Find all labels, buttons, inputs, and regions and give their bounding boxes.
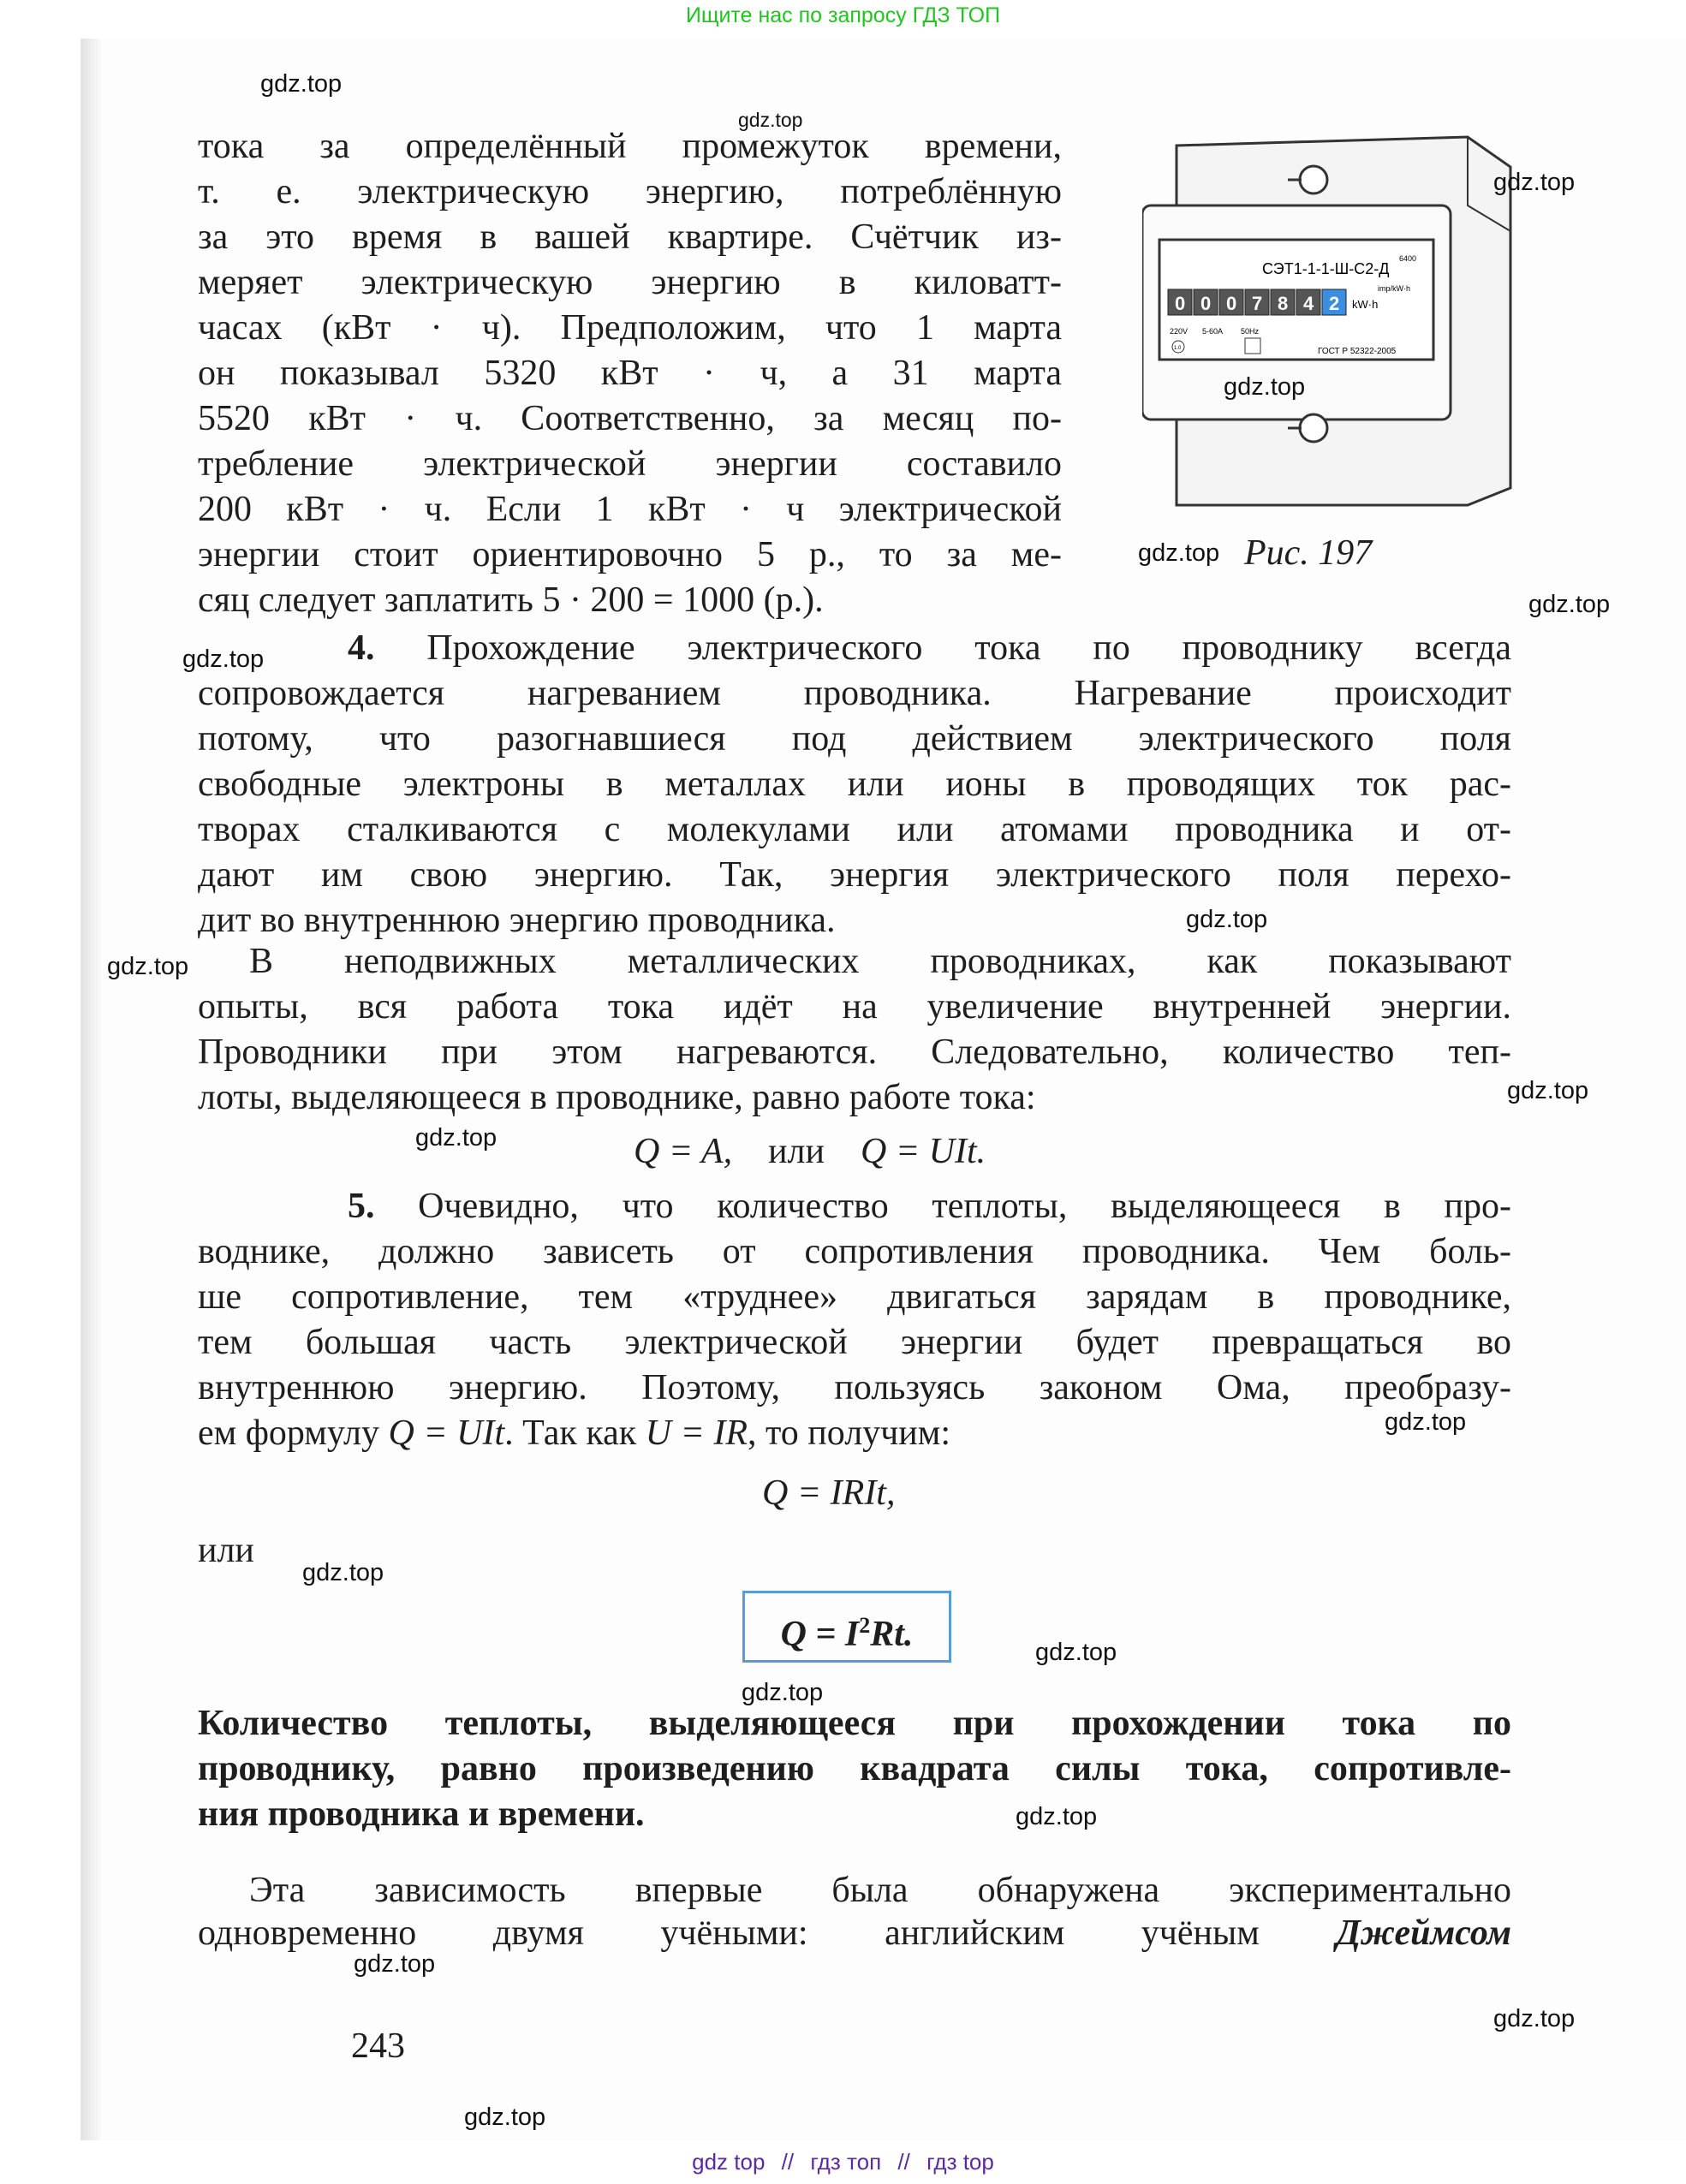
formula-q-irit xyxy=(762,1472,1019,1515)
paragraph-line xyxy=(198,216,1062,259)
paragraph-line xyxy=(198,170,1062,213)
watermark: gdz.top xyxy=(1528,591,1611,618)
paragraph-5-line-text: Очевидно, что количество теплоты, выделяющееся в про- xyxy=(374,1187,1511,1226)
search-banner[interactable]: Ищите нас по запросу ГДЗ ТОП xyxy=(685,3,1001,27)
formula-q-i2rt-text: Q = I xyxy=(780,1615,860,1654)
footer-links xyxy=(0,2149,1686,2175)
law-statement-line-text: проводнику, равно произведению квадрата силы тока, сопротивле- xyxy=(198,1749,1511,1788)
paragraph-line xyxy=(198,808,1511,851)
paragraph-line-text: дают им свою энергию. Так, энергия электрического поля перехо- xyxy=(198,855,1511,895)
law-statement-line-text: ния проводника и времени. xyxy=(198,1794,645,1834)
meter-standard: ГОСТ Р 52322-2005 xyxy=(1318,347,1397,356)
watermark: gdz.top xyxy=(302,1559,384,1586)
paragraph-line-text: внутреннюю энергию. Поэтому, пользуясь законом Ома, преобразу- xyxy=(198,1368,1511,1407)
meter-digit: 7 xyxy=(1252,293,1263,314)
paragraph-4-line-text: Прохождение электрического тока по проводнику всегда xyxy=(374,628,1511,668)
paragraph-line-text: одновременно двумя учёными: английским учёным xyxy=(198,1913,1337,1953)
paragraph-line xyxy=(198,397,1062,440)
formula-q-equals-a xyxy=(634,1130,1096,1173)
law-statement-line xyxy=(198,1793,1511,1836)
law-statement-line xyxy=(198,1747,1511,1790)
paragraph-line xyxy=(198,1276,1511,1318)
figure-caption: Рис. 197 xyxy=(1244,533,1373,573)
meter-current: 5-60A xyxy=(1202,327,1224,336)
meter-digit: 0 xyxy=(1175,293,1186,314)
electricity-meter-figure xyxy=(1142,128,1536,522)
watermark: gdz.top xyxy=(354,1950,436,1978)
meter-digit: 4 xyxy=(1303,293,1314,314)
paragraph-line xyxy=(198,1912,1511,1955)
paragraph-4-line-text: 4. xyxy=(348,628,375,668)
paragraph-line-text: тока за определённый промежуток времени, xyxy=(198,127,1062,166)
paragraph-line-text: свободные электроны в металлах или ионы в проводящих ток рас- xyxy=(198,765,1511,804)
paragraph-line-text: сопровождается нагреванием проводника. Нагревание происходит xyxy=(198,674,1511,713)
paragraph-line xyxy=(198,443,1062,485)
watermark: gdz.top xyxy=(1507,1077,1589,1104)
footer-separator: // xyxy=(781,2149,795,2175)
page-number: 243 xyxy=(351,2026,405,2066)
formula-q-equals-a-text: Q = A, xyxy=(634,1132,733,1171)
watermark: gdz.top xyxy=(1138,539,1220,567)
watermark: gdz.top xyxy=(464,2104,546,2131)
paragraph-line-text: энергии стоит ориентировочно 5 р., то за ме- xyxy=(198,535,1062,574)
paragraph-line xyxy=(198,488,1062,531)
watermark: gdz.top xyxy=(1493,2005,1576,2032)
paragraph-line-text: часах (кВт · ч). Предположим, что 1 марта xyxy=(198,308,1062,348)
watermark: gdz.top xyxy=(1016,1803,1098,1830)
key-formula-box xyxy=(742,1591,951,1663)
meter-frequency: 50Hz xyxy=(1241,327,1260,336)
footer-link[interactable]: гдз top xyxy=(926,2149,994,2175)
meter-impulses: 6400 xyxy=(1399,254,1417,263)
paragraph-line-text: , то получим: xyxy=(747,1413,951,1453)
formula-q-irit-text: Q = IRIt, xyxy=(762,1473,896,1513)
watermark: gdz.top xyxy=(742,1679,824,1706)
watermark: gdz.top xyxy=(1035,1639,1117,1666)
paragraph-line-text: дит во внутреннюю энергию проводника. xyxy=(198,901,836,940)
paragraph-line-text: требление электрической энергии составило xyxy=(198,444,1062,484)
paragraph-line-text: ем формулу xyxy=(198,1413,389,1453)
meter-digit: 0 xyxy=(1200,293,1212,314)
watermark: gdz.top xyxy=(260,70,343,98)
watermark: gdz.top xyxy=(107,953,189,980)
watermark: gdz.top xyxy=(415,1124,497,1152)
watermark: gdz.top xyxy=(1385,1408,1467,1436)
paragraph-line xyxy=(198,579,1062,622)
paragraph-line xyxy=(249,940,1511,983)
meter-voltage: 220V xyxy=(1170,327,1189,336)
paragraph-line xyxy=(198,672,1511,715)
paragraph-line-text: тем большая часть электрической энергии будет превращаться во xyxy=(198,1323,1511,1362)
paragraph-line-text: потому, что разогнавшиеся под действием электрического поля xyxy=(198,719,1511,759)
formula-q-i2rt-text: Rt. xyxy=(870,1615,914,1654)
paragraph-line xyxy=(198,125,1062,168)
paragraph-line-text: Эта зависимость впервые была обнаружена экспериментально xyxy=(249,1871,1511,1910)
paragraph-line-text: сяц следует заплатить 5 · 200 = 1000 (р.). xyxy=(198,580,824,620)
page-spine-shadow xyxy=(80,39,101,2140)
paragraph-line-text: опыты, вся работа тока идёт на увеличение внутренней энергии. xyxy=(198,987,1511,1027)
paragraph-line xyxy=(198,854,1511,896)
formula-q-i2rt-text: 2 xyxy=(859,1613,871,1638)
paragraph-line xyxy=(198,1230,1511,1273)
watermark: gdz.top xyxy=(1493,169,1576,196)
footer-link[interactable]: гдз топ xyxy=(810,2149,882,2175)
paragraph-line xyxy=(198,899,1511,942)
paragraph-line xyxy=(198,1321,1511,1364)
law-statement-line xyxy=(198,1702,1511,1745)
paragraph-line xyxy=(249,1869,1511,1912)
law-statement-line-text: Количество теплоты, выделяющееся при прохождении тока по xyxy=(198,1704,1511,1743)
paragraph-line-text: он показывал 5320 кВт · ч, а 31 марта xyxy=(198,354,1062,393)
paragraph-line-text: Проводники при этом нагреваются. Следовательно, количество теп- xyxy=(198,1032,1511,1072)
paragraph-line xyxy=(198,1412,1511,1455)
paragraph-line-text: воднике, должно зависеть от сопротивления проводника. Чем боль- xyxy=(198,1232,1511,1271)
paragraph-line xyxy=(198,306,1062,349)
meter-digit: 8 xyxy=(1278,293,1289,314)
watermark: gdz.top xyxy=(182,646,265,673)
meter-class: 1.0 xyxy=(1174,346,1182,351)
paragraph-line xyxy=(198,763,1511,806)
paragraph-line-text: Джеймсом xyxy=(1336,1913,1511,1953)
watermark: gdz.top xyxy=(1224,373,1306,401)
paragraph-line-text: лоты, выделяющееся в проводнике, равно работе тока: xyxy=(198,1078,1036,1117)
watermark: gdz.top xyxy=(1186,906,1268,933)
footer-link[interactable]: gdz top xyxy=(692,2149,766,2175)
paragraph-line xyxy=(198,1366,1511,1409)
formula-q-equals-a-text: Q = UIt. xyxy=(861,1132,986,1171)
paragraph-5-line xyxy=(348,1185,1511,1228)
paragraph-line xyxy=(198,352,1062,395)
paragraph-line-text: . Так как xyxy=(504,1413,646,1453)
paragraph-line-text: ше сопротивление, тем «труднее» двигаться зарядам в проводнике, xyxy=(198,1277,1511,1317)
paragraph-line xyxy=(198,985,1511,1028)
paragraph-line-text: т. е. электрическую энергию, потреблённую xyxy=(198,172,1062,211)
watermark: gdz.top xyxy=(738,109,803,131)
paragraph-5-line-text: 5. xyxy=(348,1187,375,1226)
footer-separator: // xyxy=(897,2149,910,2175)
or-word-text: или xyxy=(198,1531,254,1570)
paragraph-line-text: 200 кВт · ч. Если 1 кВт · ч электрической xyxy=(198,490,1062,529)
paragraph-line-text: за это время в вашей квартире. Счётчик из- xyxy=(198,217,1062,257)
paragraph-line-text: творах сталкиваются с молекулами или атомами проводника и от- xyxy=(198,810,1511,849)
paragraph-4-line xyxy=(348,627,1511,669)
paragraph-line xyxy=(198,533,1062,576)
paragraph-line-text: В неподвижных металлических проводниках, как показывают xyxy=(249,942,1511,981)
meter-imp-unit: imp/kW·h xyxy=(1378,284,1410,293)
paragraph-line-text: U = IR xyxy=(645,1413,748,1453)
paragraph-line xyxy=(198,717,1511,760)
paragraph-line xyxy=(198,1076,1511,1119)
paragraph-line-text: меряет электрическую энергию в киловатт- xyxy=(198,263,1062,302)
paragraph-line xyxy=(198,261,1062,304)
meter-model: СЭТ1-1-1-Ш-С2-Д xyxy=(1262,260,1390,277)
formula-q-equals-a-text: или xyxy=(732,1132,861,1171)
paragraph-line-text: 5520 кВт · ч. Соответственно, за месяц по- xyxy=(198,399,1062,438)
paragraph-line xyxy=(198,1031,1511,1074)
paragraph-line-text: Q = UIt xyxy=(388,1413,505,1453)
meter-unit: kW·h xyxy=(1352,298,1379,311)
meter-digit: 2 xyxy=(1329,293,1340,314)
meter-digit: 0 xyxy=(1226,293,1237,314)
